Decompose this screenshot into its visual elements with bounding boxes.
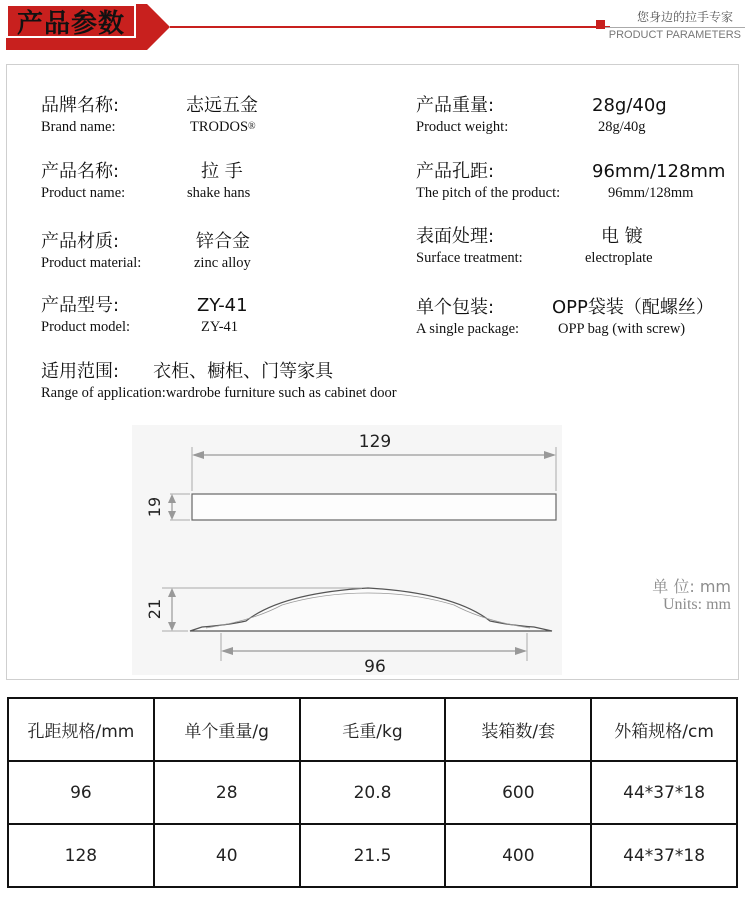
table-cell: 400 (445, 824, 591, 887)
registered-mark: ® (248, 121, 256, 132)
table-header-cell: 装箱数/套 (445, 698, 591, 761)
table-header-cell: 单个重量/g (154, 698, 300, 761)
field-weight (416, 95, 508, 137)
field-pitch (416, 161, 560, 203)
weight-label-en: Product weight: (416, 119, 509, 135)
field-surface (416, 226, 523, 268)
field-name-value (187, 161, 250, 203)
application-label-en: Range of application: (41, 385, 166, 401)
side-height-label: 21 (145, 598, 164, 620)
pitch-dimension-label: 96 (364, 657, 386, 675)
brand-value-en (186, 117, 258, 137)
table-cell: 28 (154, 761, 300, 824)
field-material (41, 231, 141, 273)
table-row (8, 761, 737, 824)
pitch-value-en: 96mm/128mm (608, 185, 694, 201)
field-brand (41, 95, 119, 137)
surface-label-cn: 表面处理: (416, 226, 495, 247)
table-cell: 600 (445, 761, 591, 824)
brand-label-en: Brand name: (41, 119, 116, 135)
package-value-cn: OPP袋装（配螺丝） (552, 297, 714, 318)
weight-label-cn: 产品重量: (416, 95, 495, 116)
surface-value-en: electroplate (585, 250, 653, 266)
pitch-value-cn: 96mm/128mm (592, 161, 726, 182)
model-value-cn: ZY-41 (197, 295, 248, 316)
weight-value-en: 28g/40g (598, 119, 646, 135)
table-cell: 44*37*18 (591, 761, 737, 824)
field-application (41, 361, 701, 403)
table-row (8, 824, 737, 887)
table-cell: 96 (8, 761, 154, 824)
field-name (41, 161, 125, 203)
header-slogan: 您身边的拉手专家 (636, 10, 733, 24)
model-value-en: ZY-41 (201, 319, 239, 335)
brand-value-cn: 志远五金 (186, 95, 258, 116)
table-cell: 20.8 (300, 761, 446, 824)
name-label-cn: 产品名称: (41, 161, 120, 182)
header-subtitle: PRODUCT PARAMETERS (608, 29, 741, 41)
application-value-cn: 衣柜、橱柜、门等家具 (153, 361, 334, 382)
field-package-value (552, 297, 714, 339)
length-dimension-label: 129 (358, 432, 392, 452)
field-package (416, 297, 519, 339)
field-model (41, 295, 130, 337)
pitch-label-en: The pitch of the product: (416, 185, 561, 201)
header-square-icon (596, 20, 605, 29)
weight-value-cn: 28g/40g (592, 95, 667, 116)
field-surface-value (585, 226, 653, 268)
field-material-value (194, 231, 251, 273)
header-divider (170, 26, 610, 28)
name-value-cn: 拉 手 (201, 161, 243, 182)
name-value-en: shake hans (187, 185, 251, 201)
brand-value-en-text: TRODOS (190, 119, 249, 135)
field-model-value (197, 295, 248, 337)
field-pitch-value (592, 161, 725, 203)
pitch-label-cn: 产品孔距: (416, 161, 495, 182)
model-label-cn: 产品型号: (41, 295, 120, 316)
table-header-cell: 孔距规格/mm (8, 698, 154, 761)
application-label-cn: 适用范围: (41, 361, 120, 382)
field-brand-value (186, 95, 258, 137)
table-header-cell: 外箱规格/cm (591, 698, 737, 761)
top-height-label: 19 (145, 496, 164, 518)
table-cell: 128 (8, 824, 154, 887)
field-weight-value (592, 95, 667, 137)
brand-label-cn: 品牌名称: (41, 95, 120, 116)
material-label-en: Product material: (41, 255, 142, 271)
package-value-en: OPP bag (with screw) (558, 321, 686, 337)
handle-top-outline (192, 494, 556, 520)
table-cell: 44*37*18 (591, 824, 737, 887)
units-label-cn: 单 位: mm (652, 577, 731, 596)
table-header-cell: 毛重/kg (300, 698, 446, 761)
header-divider-thin (605, 27, 745, 28)
material-value-cn: 锌合金 (196, 231, 250, 252)
specification-table (7, 697, 738, 888)
package-label-en: A single package: (416, 321, 520, 337)
application-value-en: wardrobe furniture such as cabinet door (165, 385, 397, 401)
table-cell: 21.5 (300, 824, 446, 887)
table-header-row (8, 698, 737, 761)
units-label-en: Units: mm (662, 596, 731, 613)
model-label-en: Product model: (41, 319, 131, 335)
surface-label-en: Surface treatment: (416, 250, 523, 266)
material-value-en: zinc alloy (194, 255, 251, 271)
surface-value-cn: 电 镀 (601, 226, 643, 247)
table-cell: 40 (154, 824, 300, 887)
name-label-en: Product name: (41, 185, 126, 201)
drawing-background (132, 425, 562, 675)
package-label-cn: 单个包装: (416, 297, 495, 318)
dimension-drawing (132, 425, 562, 675)
section-header (0, 0, 745, 62)
material-label-cn: 产品材质: (41, 231, 120, 252)
header-title: 产品参数 (6, 4, 136, 38)
